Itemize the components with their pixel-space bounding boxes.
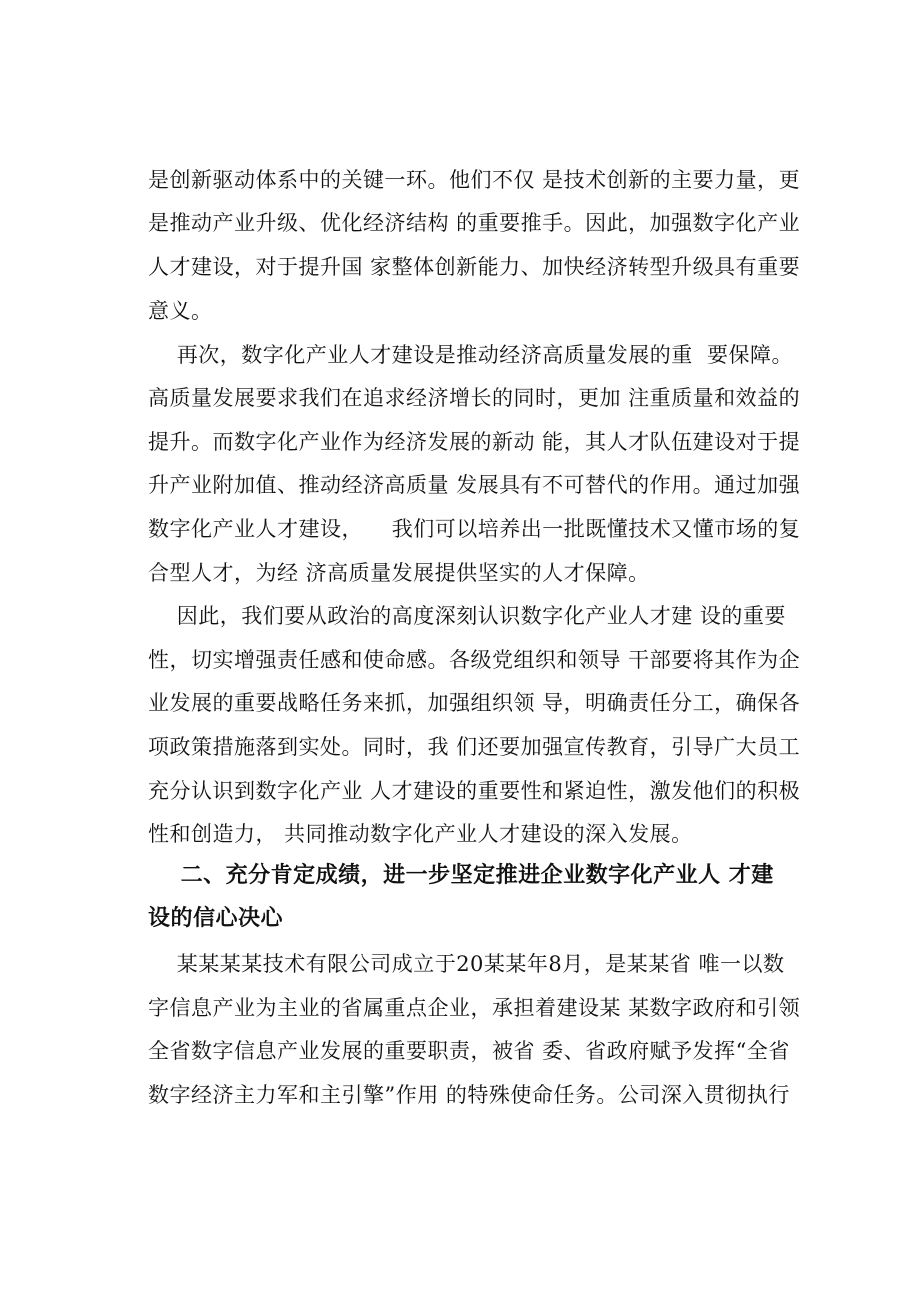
- text-line: 业发展的重要战略任务来抓，加强组织领 导，明确责任分工，确保各: [148, 691, 801, 715]
- text-line: 全省数字信息产业发展的重要职责，被省 委、省政府赋予发挥“全省: [148, 1039, 790, 1063]
- text-line: 项政策措施落到实处。同时，我 们还要加强宣传教育，引导广大员工: [148, 735, 801, 759]
- text-line: 数字化产业人才建设， 我们可以培养出一批既懂技术又懂市场的复: [148, 517, 801, 541]
- text-line: 意义。: [148, 299, 213, 323]
- text-line: 提升。而数字化产业作为经济发展的新动 能，其人才队伍建设对于提: [148, 430, 801, 454]
- text-line: 升产业附加值、推动经济高质量 发展具有不可替代的作用。通过加强: [148, 473, 801, 497]
- text-line: 是创新驱动体系中的关键一环。他们不仅 是技术创新的主要力量，更: [148, 168, 801, 192]
- text-line: 数字经济主力军和主引擎”作用 的特殊使命任务。公司深入贯彻执行: [148, 1083, 790, 1107]
- text-line: 再次，数字化产业人才建设是推动经济高质量发展的重 要保障。: [148, 343, 794, 367]
- text-line: 因此，我们要从政治的高度深刻认识数字化产业人才建 设的重要: [148, 604, 786, 628]
- heading-line: 设的信心决心: [148, 906, 284, 931]
- text-line: 性和创造力， 共同推动数字化产业人才建设的深入发展。: [148, 822, 693, 846]
- text-line: 是推动产业升级、优化经济结构 的重要推手。因此，加强数字化产业: [148, 211, 801, 235]
- text-line: 人才建设，对于提升国 家整体创新能力、加快经济转型升级具有重要: [148, 255, 801, 279]
- text-line: 高质量发展要求我们在追求经济增长的同时，更加 注重质量和效益的: [148, 386, 801, 410]
- text-line: 合型人才，为经 济高质量发展提供坚实的人才保障。: [148, 561, 650, 585]
- text-line: 某某某某技术有限公司成立于20某某年8月，是某某省 唯一以数: [148, 952, 785, 976]
- heading-line: 二、充分肯定成绩，进一步坚定推进企业数字化产业人 才建: [148, 863, 774, 888]
- text-line: 字信息产业为主业的省属重点企业，承担着建设某 某数字政府和引领: [148, 996, 801, 1020]
- text-line: 性，切实增强责任感和使命感。各级党组织和领导 干部要将其作为企: [148, 648, 801, 672]
- text-line: 充分认识到数字化产业 人才建设的重要性和紧迫性，激发他们的积极: [148, 779, 801, 803]
